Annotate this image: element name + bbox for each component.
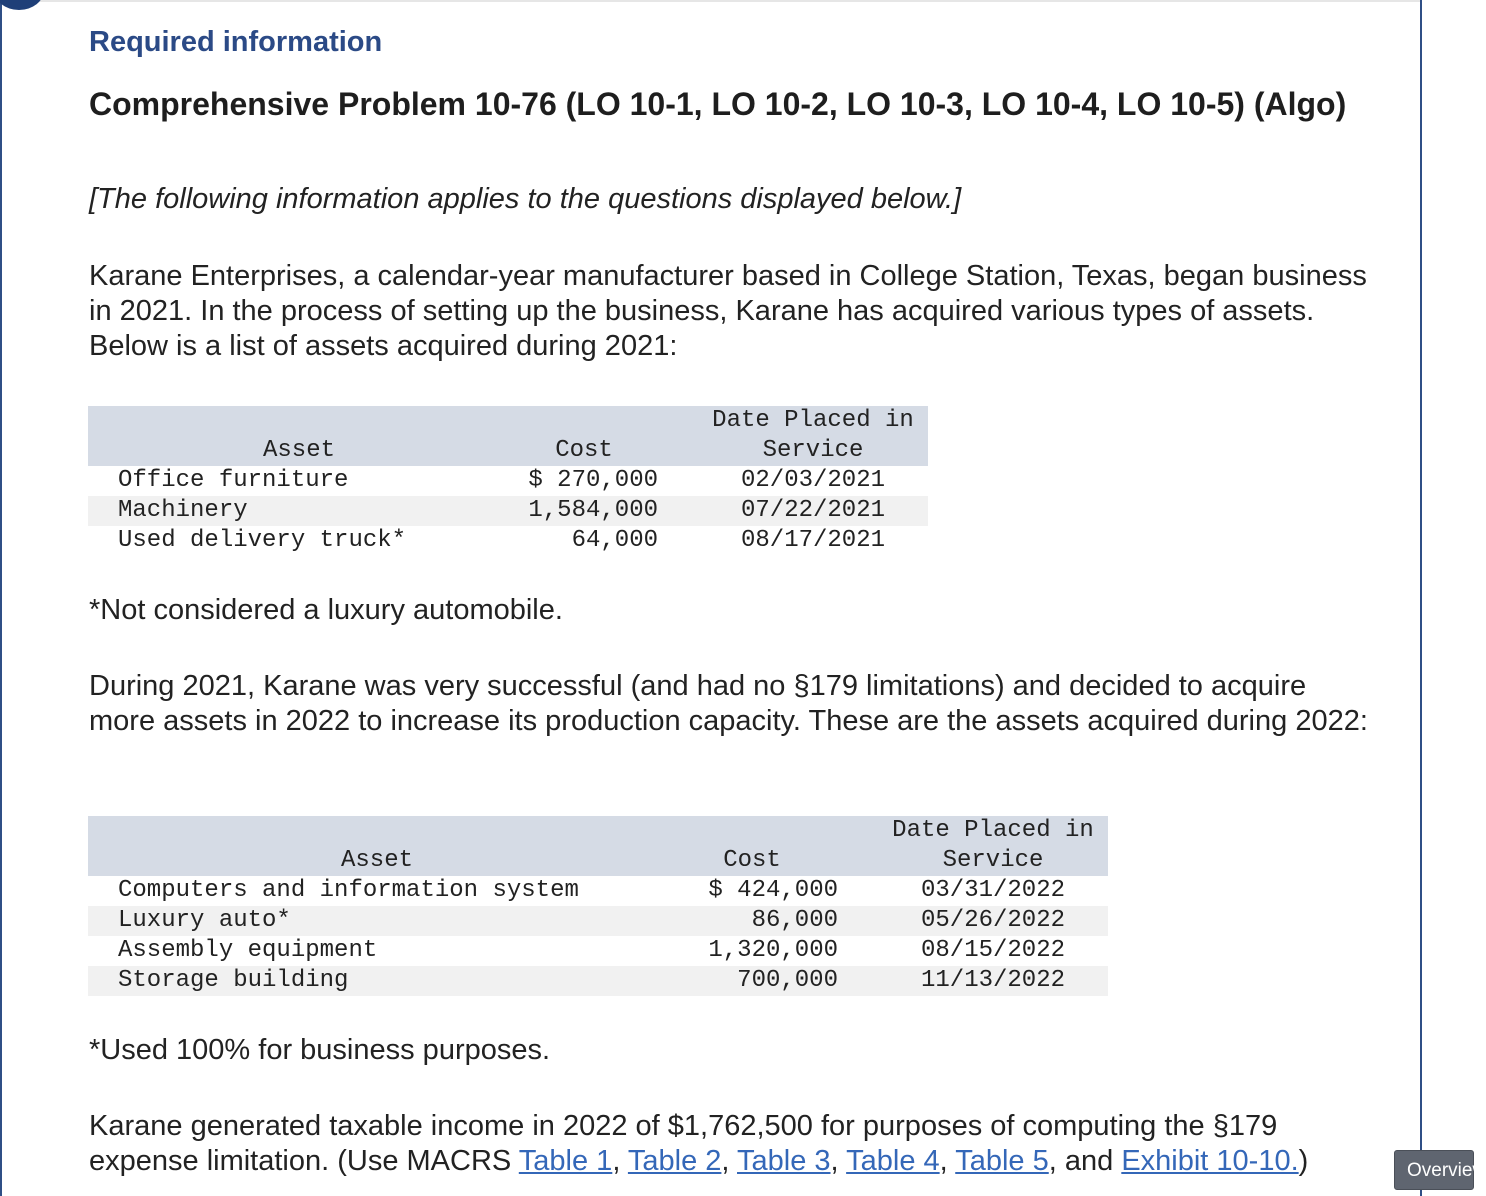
frame-top-border <box>0 0 1420 2</box>
paragraph-2021-assets: Karane Enterprises, a calendar-year manufacturer based in College Station, Texas, began business in 2021. In the process of setting up the business, Karane has acquired various types of assets. Below is a list of assets acquired during 2021: <box>89 260 1367 362</box>
taxable-income-text: Karane generated taxable income in 2022 of $1,762,500 for purposes of computing the §179 expense limitation. (Use MACRS <box>89 1110 1278 1177</box>
separator: , <box>830 1145 847 1177</box>
assets-2022-table <box>88 816 1108 996</box>
header-cost: Cost <box>555 437 613 464</box>
table-header-row <box>88 406 928 466</box>
asset-name: Assembly equipment <box>118 937 378 964</box>
corner-badge <box>0 0 44 10</box>
link-table-4[interactable]: Table 4 <box>846 1145 940 1177</box>
asset-date: 07/22/2021 <box>740 497 886 524</box>
header-spacer <box>658 406 698 466</box>
cell-spacer <box>658 526 698 556</box>
header-spacer <box>838 816 878 876</box>
header-date-line2: Service <box>762 437 864 464</box>
header-cost: Cost <box>723 847 781 874</box>
header-asset: Asset <box>262 437 335 464</box>
asset-date: 03/31/2022 <box>920 877 1066 904</box>
asset-date: 05/26/2022 <box>920 907 1066 934</box>
asset-name: Machinery <box>118 497 248 524</box>
overview-button[interactable]: Overview <box>1394 1150 1474 1190</box>
separator: , <box>612 1145 628 1177</box>
cell-spacer <box>658 496 698 526</box>
separator: , and <box>1048 1145 1122 1177</box>
cell-spacer <box>838 876 878 906</box>
table-row <box>88 496 928 526</box>
asset-cost: 1,584,000 <box>528 497 658 524</box>
link-table-1[interactable]: Table 1 <box>518 1145 613 1177</box>
table-row <box>88 876 1108 906</box>
cell-spacer <box>838 936 878 966</box>
paragraph-taxable-income <box>89 1109 1369 1179</box>
cell-spacer <box>658 466 698 496</box>
asset-name: Luxury auto* <box>118 907 291 934</box>
link-table-2[interactable]: Table 2 <box>627 1145 722 1177</box>
asset-name: Storage building <box>118 967 349 994</box>
paragraph-2022-assets: During 2021, Karane was very successful (and had no §179 limitations) and decided to acquire more assets in 2022 to increase its production capacity. These are the assets acquired during 2022: <box>89 670 1368 737</box>
asset-cost: $ 270,000 <box>528 467 658 494</box>
frame-left-border <box>0 0 2 1196</box>
footnote-luxury-auto: *Not considered a luxury automobile. <box>89 594 563 626</box>
link-table-5[interactable]: Table 5 <box>955 1145 1049 1177</box>
asset-date: 08/17/2021 <box>740 527 886 554</box>
asset-date: 11/13/2022 <box>920 967 1066 994</box>
header-date-line2: Service <box>942 847 1044 874</box>
table-row <box>88 936 1108 966</box>
link-exhibit-10-10[interactable]: Exhibit 10-10. <box>1121 1145 1299 1177</box>
asset-cost: 86,000 <box>751 907 838 934</box>
table-row <box>88 966 1108 996</box>
header-date-line1: Date Placed in <box>892 817 1094 844</box>
link-table-3[interactable]: Table 3 <box>737 1145 831 1177</box>
table-row <box>88 906 1108 936</box>
table-header-row <box>88 816 1108 876</box>
separator: , <box>939 1145 956 1177</box>
problem-title: Comprehensive Problem 10-76 (LO 10-1, LO 10-2, LO 10-3, LO 10-4, LO 10-5) (Algo) <box>89 86 1347 122</box>
asset-name: Computers and information system <box>118 877 579 904</box>
asset-cost: 64,000 <box>571 527 658 554</box>
problem-intro: [The following information applies to the questions displayed below.] <box>89 183 962 215</box>
header-asset: Asset <box>340 847 413 874</box>
cell-spacer <box>838 906 878 936</box>
asset-date: 08/15/2022 <box>920 937 1066 964</box>
cell-spacer <box>838 966 878 996</box>
asset-name: Office furniture <box>118 467 349 494</box>
separator: , <box>721 1145 738 1177</box>
closing-paren: ) <box>1298 1145 1309 1177</box>
header-date-line1: Date Placed in <box>712 407 914 434</box>
asset-name: Used delivery truck* <box>118 527 407 554</box>
asset-cost: $ 424,000 <box>708 877 838 904</box>
assets-2021-table <box>88 406 928 556</box>
asset-cost: 700,000 <box>737 967 838 994</box>
asset-cost: 1,320,000 <box>708 937 838 964</box>
asset-date: 02/03/2021 <box>740 467 886 494</box>
header-date-placed <box>698 406 928 466</box>
table-row <box>88 526 928 556</box>
frame-right-border <box>1420 0 1422 1196</box>
footnote-business-use: *Used 100% for business purposes. <box>89 1034 551 1066</box>
required-information-heading: Required information <box>89 26 383 58</box>
header-date-placed <box>878 816 1108 876</box>
table-row <box>88 466 928 496</box>
